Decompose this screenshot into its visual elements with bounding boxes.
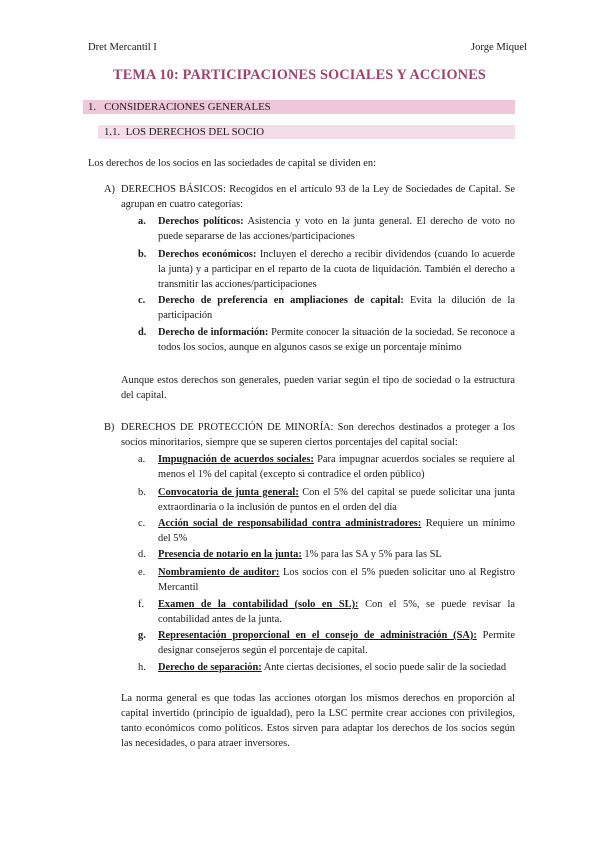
list-term: Derechos económicos: [158,249,257,260]
list-desc: Incluyen el derecho a recibir dividendos (cuando lo acuerde la junta) y a participar en el reparto de la cuota de liquidación. También el derecho a transmitir las acciones/participaciones [158,249,515,290]
section-a-closing: Aunque estos derechos son generales, pueden variar según el tipo de sociedad o la estructura del capital. [121,375,515,401]
list-desc: Evita la dilución de la participación [158,295,515,321]
subsection-heading-1-1 [98,125,515,139]
section-label: CONSIDERACIONES GENERALES [104,101,271,113]
list-desc: Permite conocer la situación de la sociedad. Se reconoce a todos los socios, aunque en algunos casos se exige un porcentaje mínimo [158,327,515,353]
section-a-text: DERECHOS BÁSICOS: Recogidos en el artículo 93 de la Ley de Sociedades de Capital. Se agrupan en cuatro categorías: [121,184,515,210]
section-number: 1. [88,101,97,113]
list-desc: Ante ciertas decisiones, el socio puede salir de la sociedad [261,662,507,673]
list-letter: f. [138,599,145,610]
list-term: Impugnación de acuerdos sociales: [158,454,314,465]
list-term: Derecho de información: [158,327,269,338]
section-heading-1 [83,100,515,114]
list-desc: Asistencia y voto en la junta general. El derecho de voto no puede separarse de las acciones/participaciones [158,216,515,242]
list-desc: 1% para las SA y 5% para las SL [301,549,442,560]
list-letter: a. [138,216,146,227]
section-a-marker: A) [104,184,115,195]
list-term: Presencia de notario en la junta: [158,549,302,560]
intro-paragraph: Los derechos de los socios en las sociedades de capital se dividen en: [88,158,376,169]
list-letter: h. [138,662,146,673]
list-letter: c. [138,295,146,306]
list-desc: Con el 5% del capital se puede solicitar una junta extraordinaria o la inclusión de puntos en el orden del día [158,487,516,513]
list-desc: Permite designar consejeros según el porcentaje de capital. [158,630,515,656]
list-letter: g. [138,630,146,641]
list-letter: d. [138,327,147,338]
list-desc: Para impugnar acuerdos sociales se requiere al menos el 1% del capital (excepto si contradice el orden público) [158,454,515,480]
section-b-text: DERECHOS DE PROTECCIÓN DE MINORÍA: Son derechos destinados a proteger a los socios minoritarios, siempre que se superen ciertos porcentajes del capital social: [121,422,515,448]
subsection-number: 1.1. [104,126,121,138]
list-letter: c. [138,518,146,529]
header-course: Dret Mercantil I [88,42,157,53]
list-letter: b. [138,487,146,498]
list-letter: a. [138,454,146,465]
list-desc: Requiere un mínimo del 5% [158,518,515,544]
header-author: Jorge Miquel [470,42,527,53]
list-term: Examen de la contabilidad (solo en SL): [158,599,359,610]
list-term: Derechos políticos: [158,216,244,227]
list-term: Convocatoria de junta general: [158,487,299,498]
list-term: Acción social de responsabilidad contra administradores: [158,518,422,529]
list-term: Nombramiento de auditor: [158,567,280,578]
section-b-marker: B) [104,422,115,433]
subsection-label: LOS DERECHOS DEL SOCIO [125,126,265,138]
document-title: TEMA 10: PARTICIPACIONES SOCIALES Y ACCIONES [113,67,486,83]
list-letter: b. [138,249,147,260]
list-letter: e. [138,567,146,578]
list-letter: d. [138,549,146,560]
list-desc: Con el 5%, se puede revisar la contabilidad antes de la junta. [158,599,515,625]
list-term: Derecho de separación: [158,662,262,673]
list-term: Derecho de preferencia en ampliaciones de capital: [158,295,404,306]
list-desc: Los socios con el 5% pueden solicitar uno al Registro Mercantil [158,567,515,593]
section-b-closing: La norma general es que todas las acciones otorgan los mismos derechos en proporción al capital invertido (principio de igualdad), pero la LSC permite crear acciones con privilegios, tanto económicos como políticos. Estos sirven para adaptar los derechos de los socios según las necesidades, o para atraer inversores. [121,693,515,749]
list-term: Representación proporcional en el consejo de administración (SA): [158,630,477,641]
